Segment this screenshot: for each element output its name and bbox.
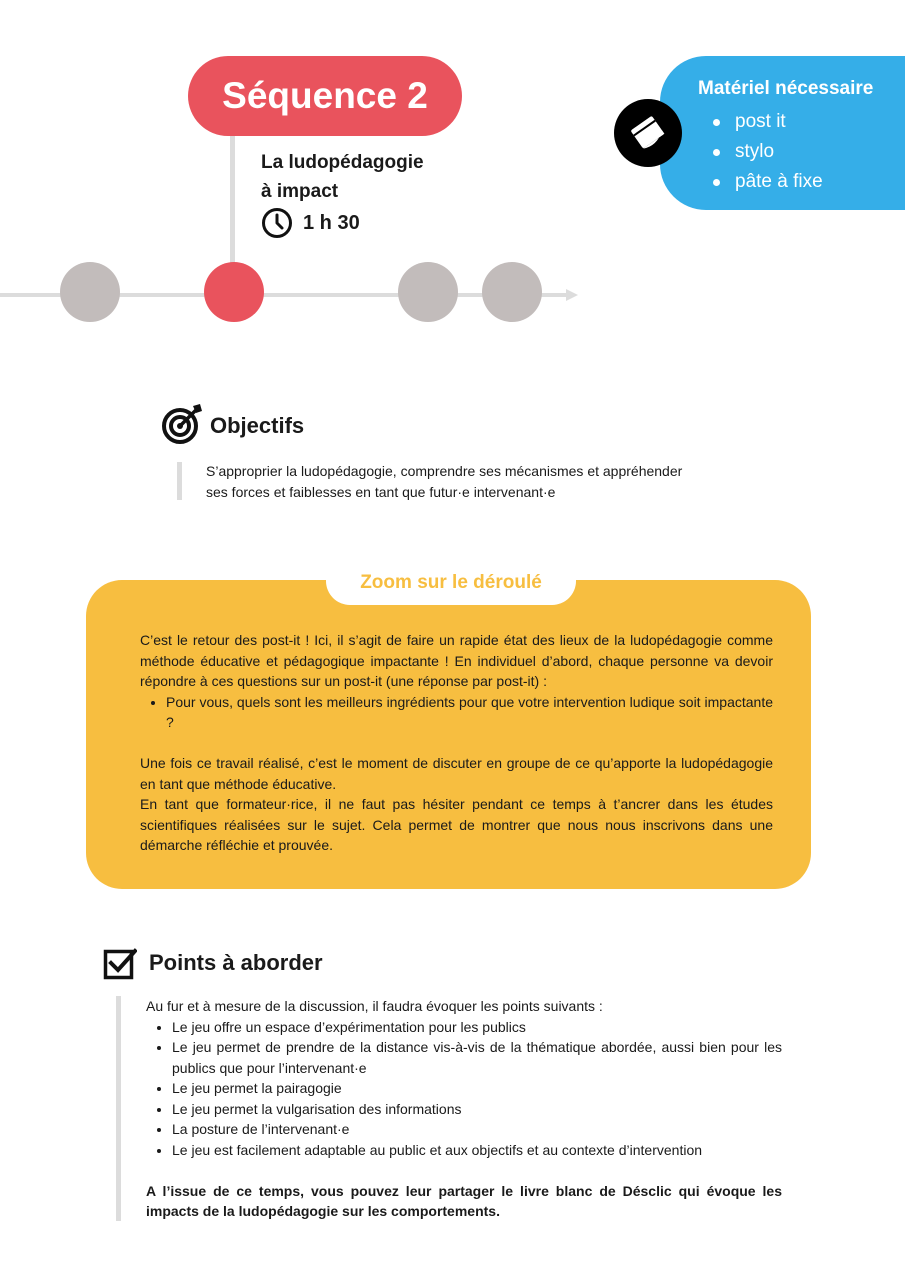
zoom-paragraph: Une fois ce travail réalisé, c’est le moment de discuter en groupe de ce qu’apporte la ludopédagogie en tant que méthode éducative. (140, 755, 773, 792)
sticky-note-icon (626, 111, 670, 155)
clock-icon (261, 207, 293, 239)
duration (261, 207, 360, 239)
zoom-list (140, 692, 773, 733)
checkbox-icon (103, 947, 137, 981)
points-bar (116, 996, 121, 1221)
zoom-body (140, 630, 773, 856)
sequence-connector (230, 136, 235, 264)
material-item: stylo (712, 137, 823, 167)
points-body (146, 996, 782, 1222)
material-badge (614, 99, 682, 167)
timeline-dot-active (204, 262, 264, 322)
points-item: • Le jeu offre un espace d’expérimentation pour les publics (172, 1017, 782, 1038)
objectives-bar (177, 462, 182, 500)
timeline-dot (482, 262, 542, 322)
sequence-subtitle (261, 148, 424, 206)
material-title: Matériel nécessaire (698, 78, 874, 99)
points-intro: Au fur et à mesure de la discussion, il faudra évoquer les points suivants : (146, 998, 603, 1014)
timeline-dot (398, 262, 458, 322)
zoom-title: Zoom sur le déroulé (326, 560, 576, 605)
points-title: Points à aborder (149, 950, 323, 975)
objectives-line: ses forces et faiblesses en tant que futur·e intervenant·e (206, 483, 556, 500)
points-item: • Le jeu permet la pairagogie (172, 1078, 782, 1099)
material-item: post it (712, 107, 823, 137)
material-item: pâte à fixe (712, 167, 823, 197)
points-item: • La posture de l’intervenant·e (172, 1119, 782, 1140)
sequence-subtitle-line2: à impact (261, 181, 339, 202)
objectives-text (206, 461, 746, 502)
objectives-title: Objectifs (210, 413, 305, 438)
material-list (712, 107, 823, 197)
sequence-title: Séquence 2 (188, 56, 462, 136)
points-conclusion: A l’issue de ce temps, vous pouvez leur partager le livre blanc de Désclic qui évoque les impacts de la ludopédagogie sur les comportements. (146, 1182, 782, 1219)
zoom-bullet: • Pour vous, quels sont les meilleurs ingrédients pour que votre intervention ludique soit impactante ? (166, 692, 773, 733)
target-icon (160, 402, 206, 446)
zoom-paragraph: C’est le retour des post-it ! Ici, il s’agit de faire un rapide état des lieux de la ludopédagogie comme méthode éducative et pédagogique impactante ! En individuel d’abord, chaque personne va devoir répondre à ces questions sur un post-it (une réponse par post-it) : (140, 632, 773, 689)
objectives-line: S’approprier la ludopédagogie, comprendre ses mécanismes et appréhender (206, 463, 683, 479)
duration-value: 1 h 30 (303, 211, 360, 234)
points-list (146, 1017, 782, 1161)
zoom-paragraph: En tant que formateur·rice, il ne faut pas hésiter pendant ce temps à t’ancrer dans les études scientifiques réalisées sur le sujet. Cela permet de montrer que nous nous inscrivons dans une démarche réfléchie et prouvée. (140, 796, 773, 853)
points-item: • Le jeu permet la vulgarisation des informations (172, 1099, 782, 1120)
sequence-subtitle-line1: La ludopédagogie (261, 152, 424, 173)
points-item: • Le jeu est facilement adaptable au public et aux objectifs et au contexte d’intervention (172, 1140, 782, 1161)
points-item: • Le jeu permet de prendre de la distance vis-à-vis de la thématique abordée, aussi bien pour les publics que pour l’intervenant·e (172, 1037, 782, 1078)
timeline-dot (60, 262, 120, 322)
timeline-arrow (566, 289, 578, 301)
